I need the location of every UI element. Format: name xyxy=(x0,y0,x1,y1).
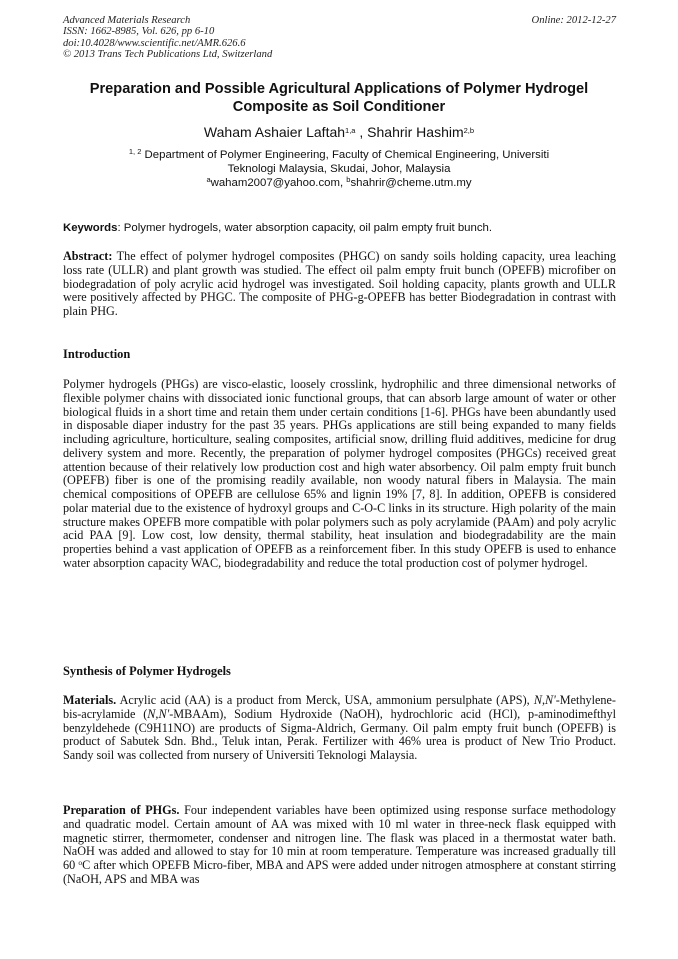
synthesis-heading: Synthesis of Polymer Hydrogels xyxy=(63,664,231,678)
keywords-label: Keywords xyxy=(63,222,118,234)
introduction-text: Polymer hydrogels (PHGs) are visco-elastic, loosely crosslink, hydrophilic and three dimensional networks of flexible polymer chains with dissociated ionic functional groups, that can absorb large amount of water or other biological fluids in a short time and retain them under certain conditions [1-6]. PHGs have been abundantly used in disposable diaper industry for the past 35 years. PHGs applications are still being expanded to many fields including agriculture, horticulture, sealing composites, artificial snow, drilling fluid additives, medicine for drug delivery system and more. Recently, the preparation of polymer hydrogel composites (PHGCs) received great attention because of their relatively low production cost and high water absorbency. Oil palm empty fruit bunch (OPEFB) fiber is one of the promising readily available, non woody natural fibers in Malaysia. The main chemical compositions of OPEFB are cellulose 65% and lignin 19% [7, 8]. In addition, OPEFB is considered polar material due to the existence of hydroxyl groups and C-O-C links in its structure. High polarity of the main structure makes OPEFB more compatible with polar polymers such as poly acrylamide (PAAm) and poly acrylic acid PAA [9]. Low cost, low density, thermal stability, heat insulation and biodegradability are the main properties behind a vast application of OPEFB as a reinforcement fiber. In this study OPEFB is used to enhance water absorption capacity WAC, biodegradability and reduce the total production cost of polymer hydrogel. xyxy=(63,377,616,570)
copyright: © 2013 Trans Tech Publications Ltd, Switzerland xyxy=(63,48,273,60)
preparation-text-2: C after which OPEFB Micro-fiber, MBA and APS were added under nitrogen atmosphere at constant stirring (NaOH, APS and MBA was xyxy=(63,858,616,886)
abstract-text: The effect of polymer hydrogel composites (PHGC) on sandy soils holding capacity, urea leaching loss rate (ULLR) and plant growth was studied. The effect oil palm empty fruit bunch (OPEFB) microfiber on biodegradation of poly acrylic acid hydrogel was investigated. Soil holding capacity, plants growth and ULLR were positively affected by PHGC. The composite of PHG-g-OPEFB has better Biodegradation in contrast with plain PHG. xyxy=(63,249,616,318)
doi: doi:10.4028/www.scientific.net/AMR.626.6 xyxy=(63,37,246,49)
preparation-paragraph xyxy=(63,804,616,887)
online-date: Online: 2012-12-27 xyxy=(531,15,616,26)
preparation-label: Preparation of PHGs. xyxy=(63,803,180,817)
introduction-heading: Introduction xyxy=(63,347,131,361)
journal-name: Advanced Materials Research xyxy=(63,15,191,26)
degree-marker: o xyxy=(78,857,83,867)
author-list xyxy=(50,123,628,141)
paper-title xyxy=(50,80,628,116)
author-2-affiliation: 2,b xyxy=(463,125,475,135)
materials-text-1: Acrylic acid (AA) is a product from Merck, USA, ammonium persulphate (APS), xyxy=(116,693,534,707)
email-a-marker: a xyxy=(206,174,211,184)
emails xyxy=(50,176,628,190)
email-b: shahrir@cheme.utm.my xyxy=(350,177,472,189)
author-1: Waham Ashaier Laftah xyxy=(203,124,346,140)
affiliation xyxy=(50,148,628,190)
materials-text-2: -Methylene-bis-acrylamide ( xyxy=(63,693,616,721)
author-1-affiliation: 1,a xyxy=(345,125,356,135)
author-separator: , xyxy=(355,124,368,140)
email-a: waham2007@yahoo.com, xyxy=(210,177,347,189)
affiliation-line-2: Teknologi Malaysia, Skudai, Johor, Malaysia xyxy=(227,163,451,175)
keywords-text: : Polymer hydrogels, water absorption capacity, oil palm empty fruit bunch. xyxy=(117,222,493,234)
email-b-marker: b xyxy=(346,174,351,184)
author-2: Shahrir Hashim xyxy=(367,124,464,140)
abstract-label: Abstract: xyxy=(63,249,113,263)
title-line-1: Preparation and Possible Agricultural Applications of Polymer Hydrogel xyxy=(89,81,589,97)
issn-volume: ISSN: 1662-8985, Vol. 626, pp 6-10 xyxy=(63,26,215,38)
abstract xyxy=(63,250,616,319)
materials-label: Materials. xyxy=(63,693,117,707)
title-line-2: Composite as Soil Conditioner xyxy=(232,99,446,115)
materials-text-3: -MBAAm), Sodium Hydroxide (NaOH), hydrochloric acid (HCl), p-aminodimefthyl benzyldehede (C9H11NO) are products of Sigma-Aldrich, Germany. Oil palm empty fruit bunch (OPEFB) is product of Sabutek Sdn. Bhd., Teluk intan, Perak. Fertilizer with 46% urea is product of New Trio Product. Sandy soil was collected from nursery of Universiti Teknologi Malaysia. xyxy=(63,706,616,762)
materials-italic-1: N,N' xyxy=(533,693,556,707)
materials-paragraph xyxy=(63,694,616,763)
affiliation-marker: 1, 2 xyxy=(128,146,142,156)
keywords xyxy=(63,221,616,235)
materials-italic-2: N,N' xyxy=(147,706,170,721)
affiliation-line-1: Department of Polymer Engineering, Faculty of Chemical Engineering, Universiti xyxy=(141,149,550,161)
preparation-text-1: Four independent variables have been optimized using response surface methodology and quadratic model. Certain amount of AA was mixed with 10 ml water in three-neck flask equipped with magnetic stirrer, thermometer, condenser and nitrogen line. The flask was placed in a thermostat water bath. NaOH was added and allowed to stay for 10 min at room temperature. Temperature was increased gradually till 60 xyxy=(63,803,616,872)
publication-header xyxy=(63,15,616,60)
